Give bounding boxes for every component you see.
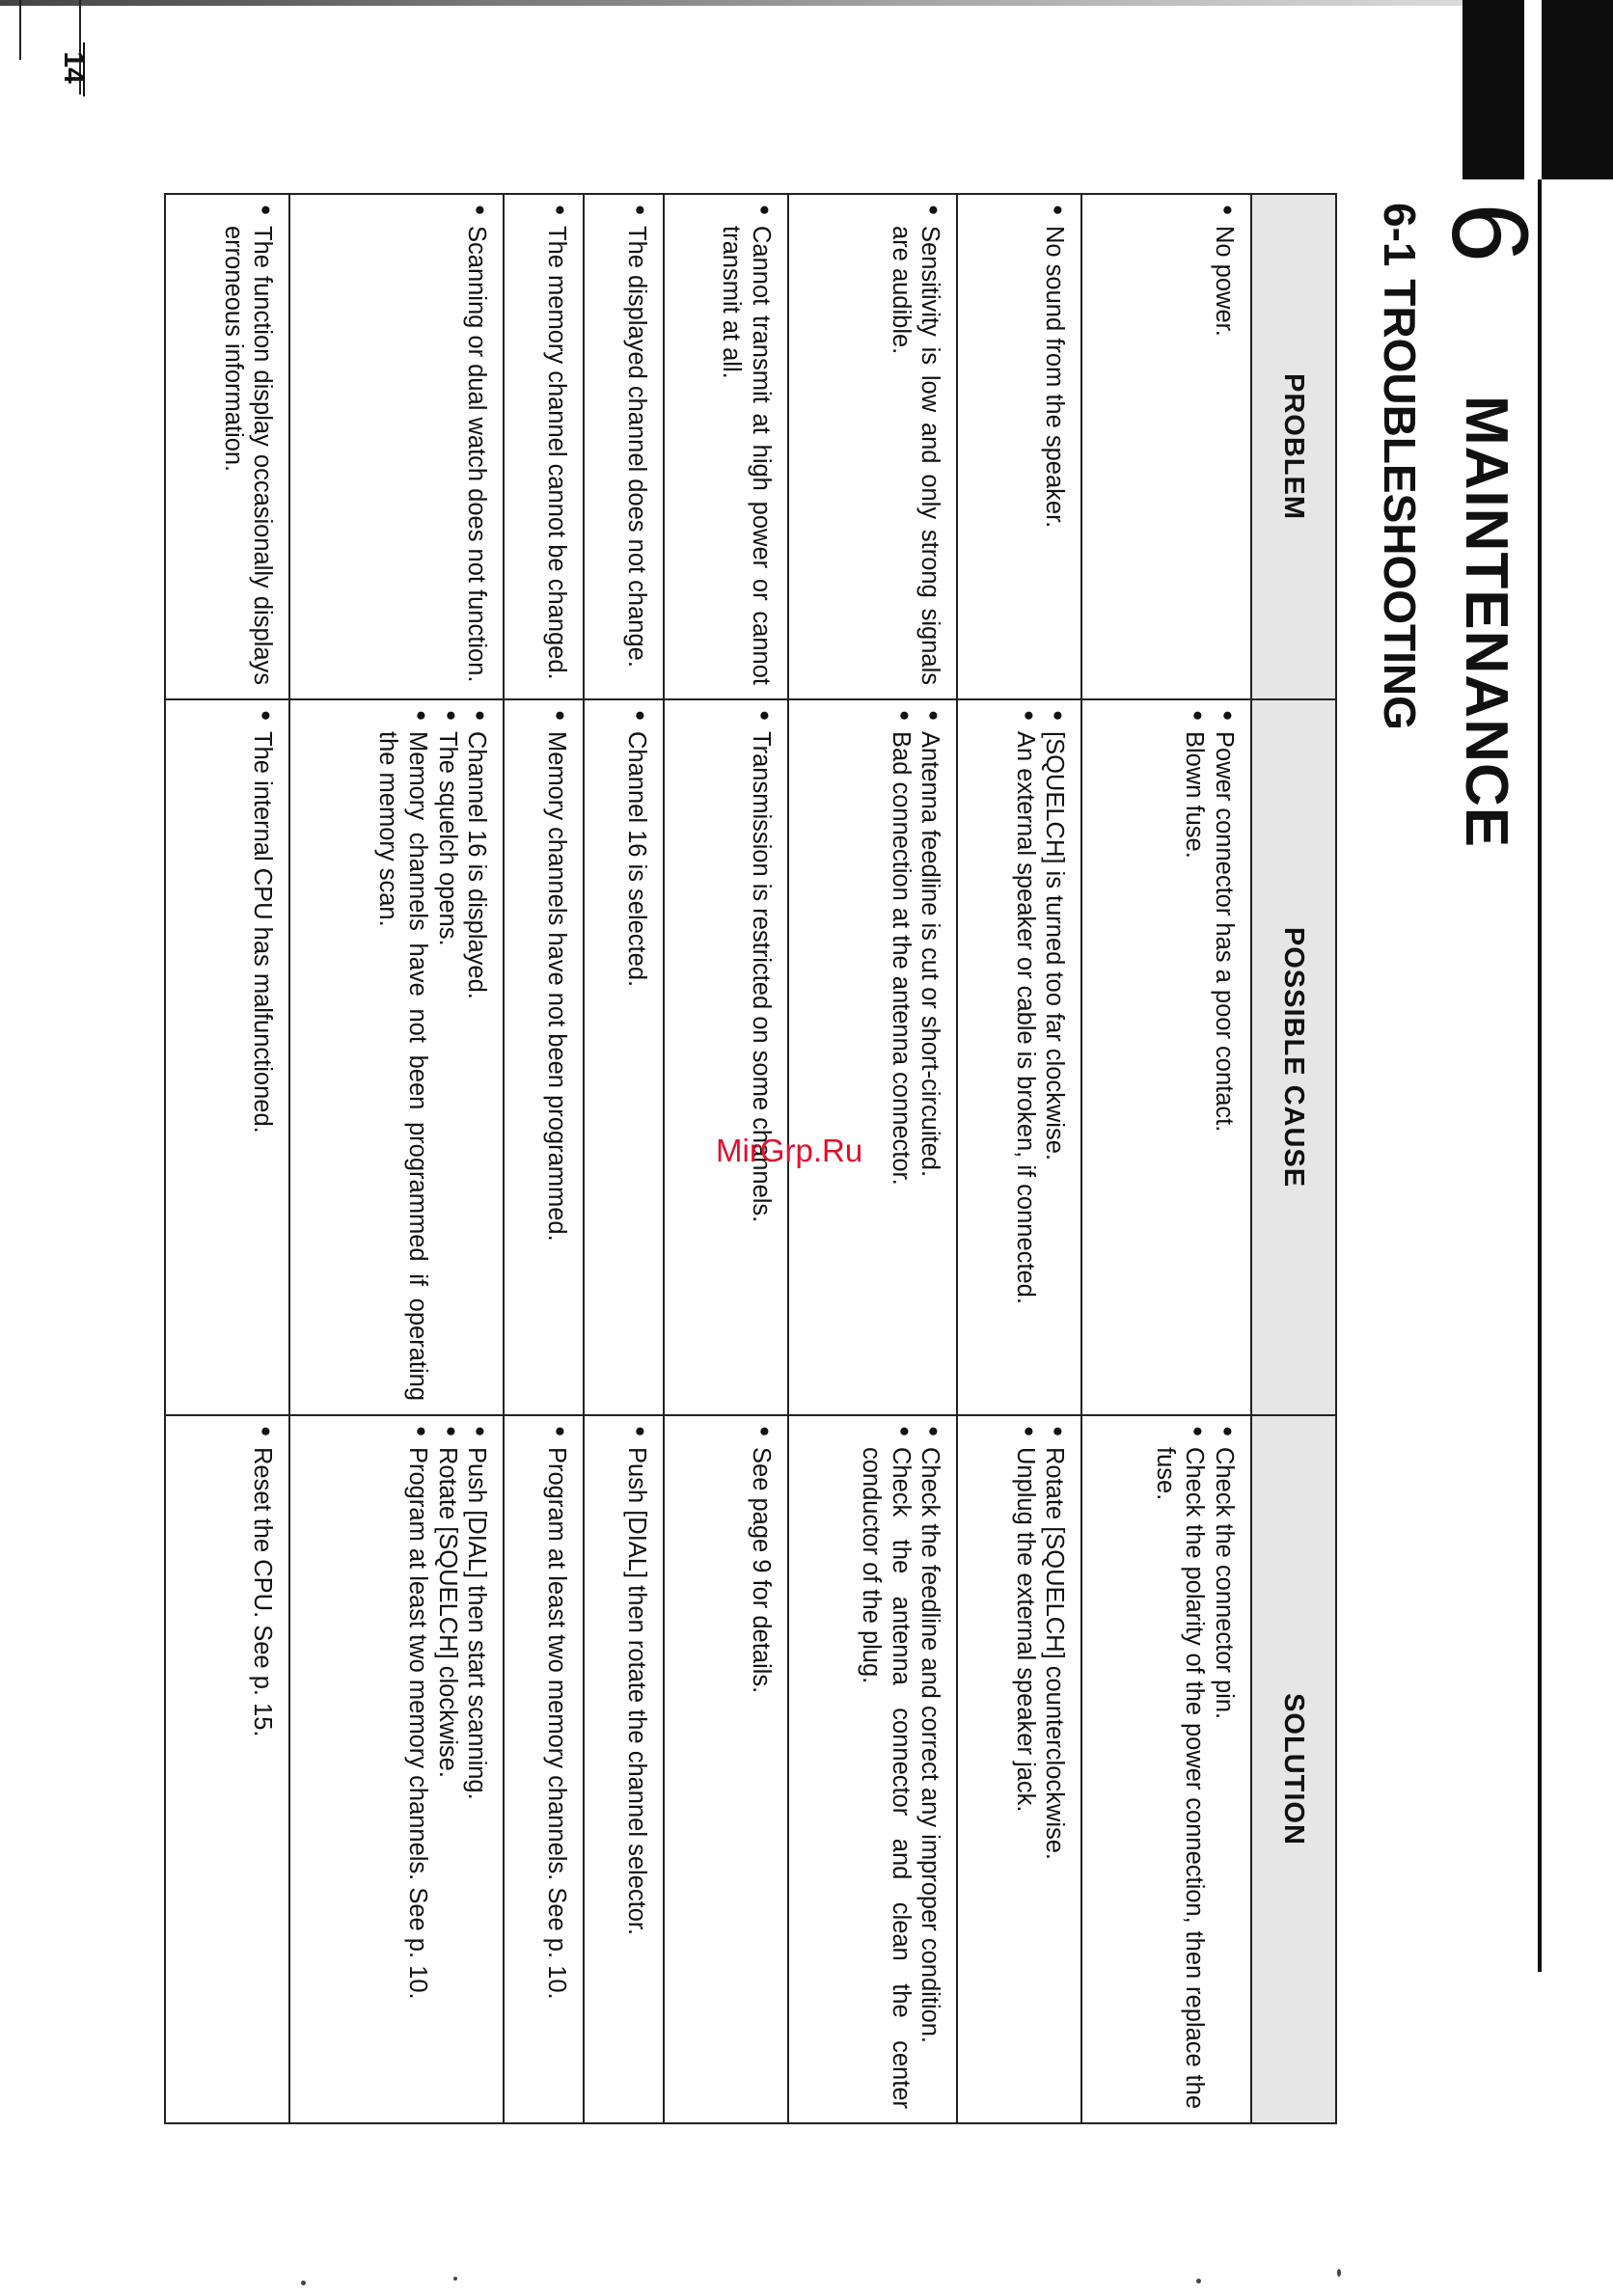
cause-item: ● The internal CPU has malfunctioned. [248, 710, 278, 1401]
page-number: 14 [58, 51, 90, 84]
problem-text: ● Sensitivity is low and only strong signals are audible. [886, 205, 944, 685]
crop-mark [19, 0, 21, 60]
problem-cell [504, 194, 584, 699]
solution-item: ● Unplug the external speaker jack. [1010, 1426, 1040, 2109]
cause-cell [1081, 699, 1251, 1415]
table-row [957, 194, 1081, 2123]
cause-item: ● Bad connection at the antenna connector. [886, 710, 916, 1401]
table-row [289, 194, 504, 2123]
scan-speck [301, 2281, 306, 2285]
solution-item: ● Push [DIAL] then start scanning. [462, 1426, 492, 2109]
solution-item: ● Push [DIAL] then rotate the channel selector. [621, 1426, 651, 2109]
cause-cell [788, 699, 958, 1415]
table-row [1081, 194, 1251, 2123]
problem-text: ● Scanning or dual watch does not function. [462, 205, 492, 685]
problem-text: ● Cannot transmit at high power or cannot transmit at all. [717, 205, 776, 685]
problem-cell [788, 194, 958, 699]
solution-item: ● Program at least two memory channels. See p. 10. [402, 1426, 432, 2109]
problem-text: ● The memory channel cannot be changed. [541, 205, 571, 685]
cause-item: ● Channel 16 is displayed. [462, 710, 492, 1401]
solution-item: ● Program at least two memory channels. See p. 10. [541, 1426, 571, 2109]
problem-text: ● The function display occasionally displays erroneous information. [218, 205, 277, 685]
cause-item: ● Antenna feedline is cut or short-circuited. [916, 710, 945, 1401]
column-header-possible-cause: POSSIBLE CAUSE [1251, 699, 1336, 1415]
solution-item: ● Check the connector pin. [1209, 1426, 1239, 2109]
solution-cell [165, 1415, 289, 2123]
solution-cell [504, 1415, 584, 2123]
scan-speck [1196, 2279, 1201, 2283]
cause-cell [957, 699, 1081, 1415]
chapter-tab-notch [1524, 0, 1542, 179]
problem-cell [1081, 194, 1251, 699]
cause-cell [165, 699, 289, 1415]
solution-item: ● Check the antenna connector and clean the center conductor of the plug. [857, 1426, 916, 2109]
solution-cell [289, 1415, 504, 2123]
problem-text: ● The displayed channel does not change. [621, 205, 651, 685]
column-header-solution: SOLUTION [1251, 1415, 1336, 2123]
cause-item: ● An external speaker or cable is broken, if connected. [1010, 710, 1040, 1401]
watermark: MirGrp.Ru [716, 1133, 863, 1168]
column-header-problem: PROBLEM [1251, 194, 1336, 699]
cause-cell [664, 699, 788, 1415]
solution-item: ● Rotate [SQUELCH] counterclockwise. [1040, 1426, 1070, 2109]
solution-item: ● Reset the CPU. See p. 15. [248, 1426, 278, 2109]
cause-item: ● Transmission is restricted on some channels. [746, 710, 776, 1401]
chapter-heading [1351, 203, 1550, 878]
cause-item: ● [SQUELCH] is turned too far clockwise. [1040, 710, 1070, 1401]
problem-cell [584, 194, 664, 699]
cause-item: ● Memory channels have not been programmed if operating the memory scan. [373, 710, 432, 1401]
table-row [584, 194, 664, 2123]
scan-top-edge [0, 0, 1613, 6]
chapter-title: MAINTENANCE [1453, 396, 1519, 849]
cause-cell [504, 699, 584, 1415]
scan-speck [1337, 2269, 1341, 2277]
cause-item: ● Blown fuse. [1180, 710, 1210, 1401]
cause-cell [289, 699, 504, 1415]
cause-cell [584, 699, 664, 1415]
table-row [165, 194, 289, 2123]
cause-item: ● Memory channels have not been programmed. [541, 710, 571, 1401]
solution-cell [788, 1415, 958, 2123]
solution-item: ● Check the polarity of the power connection, then replace the fuse. [1150, 1426, 1209, 2109]
chapter-number: 6 [1430, 203, 1550, 263]
solution-cell [584, 1415, 664, 2123]
problem-cell [289, 194, 504, 699]
scan-speck [453, 2277, 457, 2281]
cause-item: ● Channel 16 is selected. [621, 710, 651, 1401]
solution-item: ● Rotate [SQUELCH] clockwise. [432, 1426, 462, 2109]
solution-cell [664, 1415, 788, 2123]
table-row [504, 194, 584, 2123]
table-header-row [1251, 194, 1336, 2123]
problem-cell [957, 194, 1081, 699]
section-title: 6-1 TROUBLESHOOTING [1375, 203, 1425, 730]
cause-item: ● The squelch opens. [432, 710, 462, 1401]
solution-cell [957, 1415, 1081, 2123]
solution-item: ● See page 9 for details. [746, 1426, 776, 2109]
solution-item: ● Check the feedline and correct any improper condition. [916, 1426, 945, 2109]
problem-text: ● No power. [1209, 205, 1239, 685]
problem-text: ● No sound from the speaker. [1040, 205, 1070, 685]
problem-cell [664, 194, 788, 699]
cause-item: ● Power connector has a poor contact. [1209, 710, 1239, 1401]
solution-cell [1081, 1415, 1251, 2123]
problem-cell [165, 194, 289, 699]
